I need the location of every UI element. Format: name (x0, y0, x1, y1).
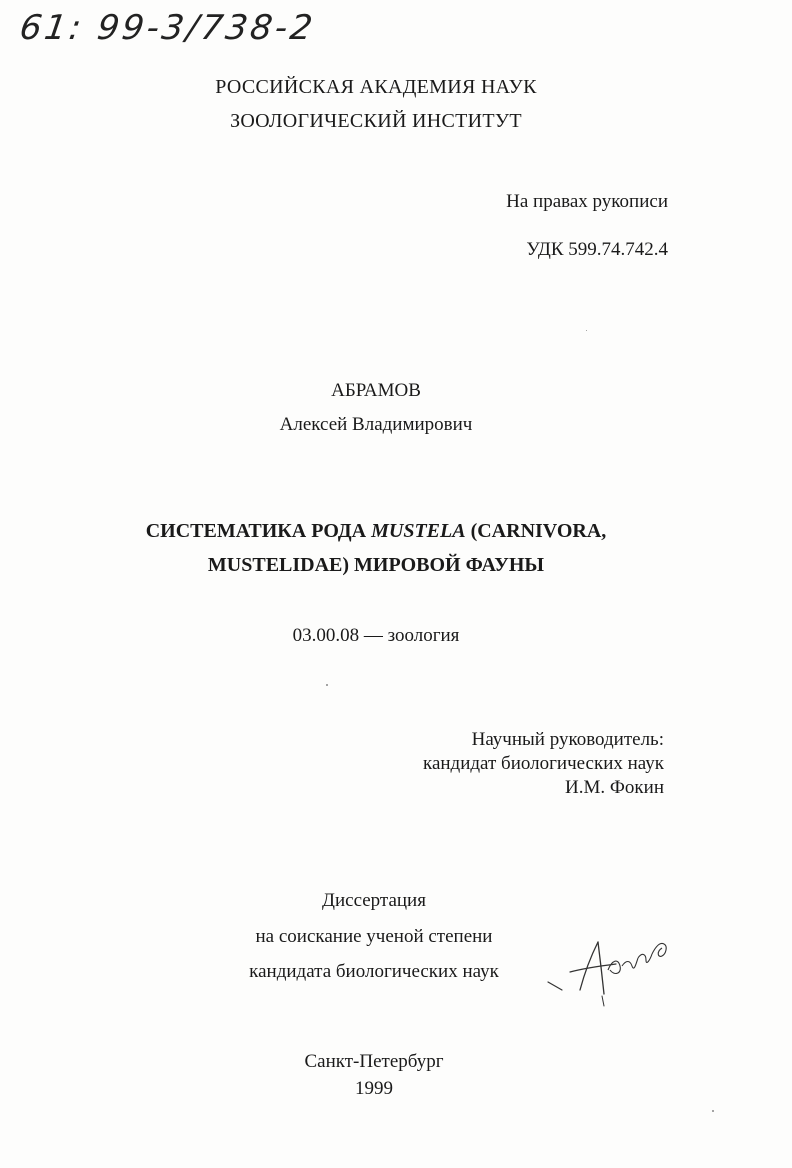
author-surname: АБРАМОВ (331, 380, 421, 401)
title-genus: MUSTELA (371, 520, 466, 542)
title-prefix: СИСТЕМАТИКА РОДА (145, 520, 372, 542)
institute-name: ЗООЛОГИЧЕСКИЙ ИНСТИТУТ (230, 110, 522, 132)
academy-name: РОССИЙСКАЯ АКАДЕМИЯ НАУК (215, 76, 537, 98)
city: Санкт-Петербург (304, 1051, 444, 1072)
thesis-title-line-1 (0, 520, 752, 542)
author-signature (540, 920, 690, 1010)
thesis-title-line-2: MUSTELIDAE) МИРОВОЙ ФАУНЫ (207, 554, 545, 576)
year: 1999 (355, 1078, 393, 1099)
supervisor-name: И.М. Фокин (565, 777, 664, 798)
supervisor-degree: кандидат биологических наук (423, 753, 664, 774)
specialty-code: 03.00.08 — зоология (292, 625, 460, 646)
archive-handwritten-number: 61: 99-3/738-2 (17, 8, 318, 48)
scan-speck (326, 684, 328, 686)
title-suffix: (CARNIVORA, (465, 520, 607, 542)
supervisor-role: Научный руководитель: (471, 729, 664, 750)
degree-name: кандидата биологических наук (249, 961, 499, 982)
author-given-names: Алексей Владимирович (279, 414, 473, 435)
dissertation-label: Диссертация (322, 890, 426, 911)
scan-speck (712, 1110, 714, 1112)
udc-code: УДК 599.74.742.4 (526, 239, 668, 260)
scan-speck (586, 330, 587, 331)
manuscript-rights-note: На правах рукописи (506, 191, 668, 212)
degree-purpose: на соискание ученой степени (255, 926, 493, 947)
